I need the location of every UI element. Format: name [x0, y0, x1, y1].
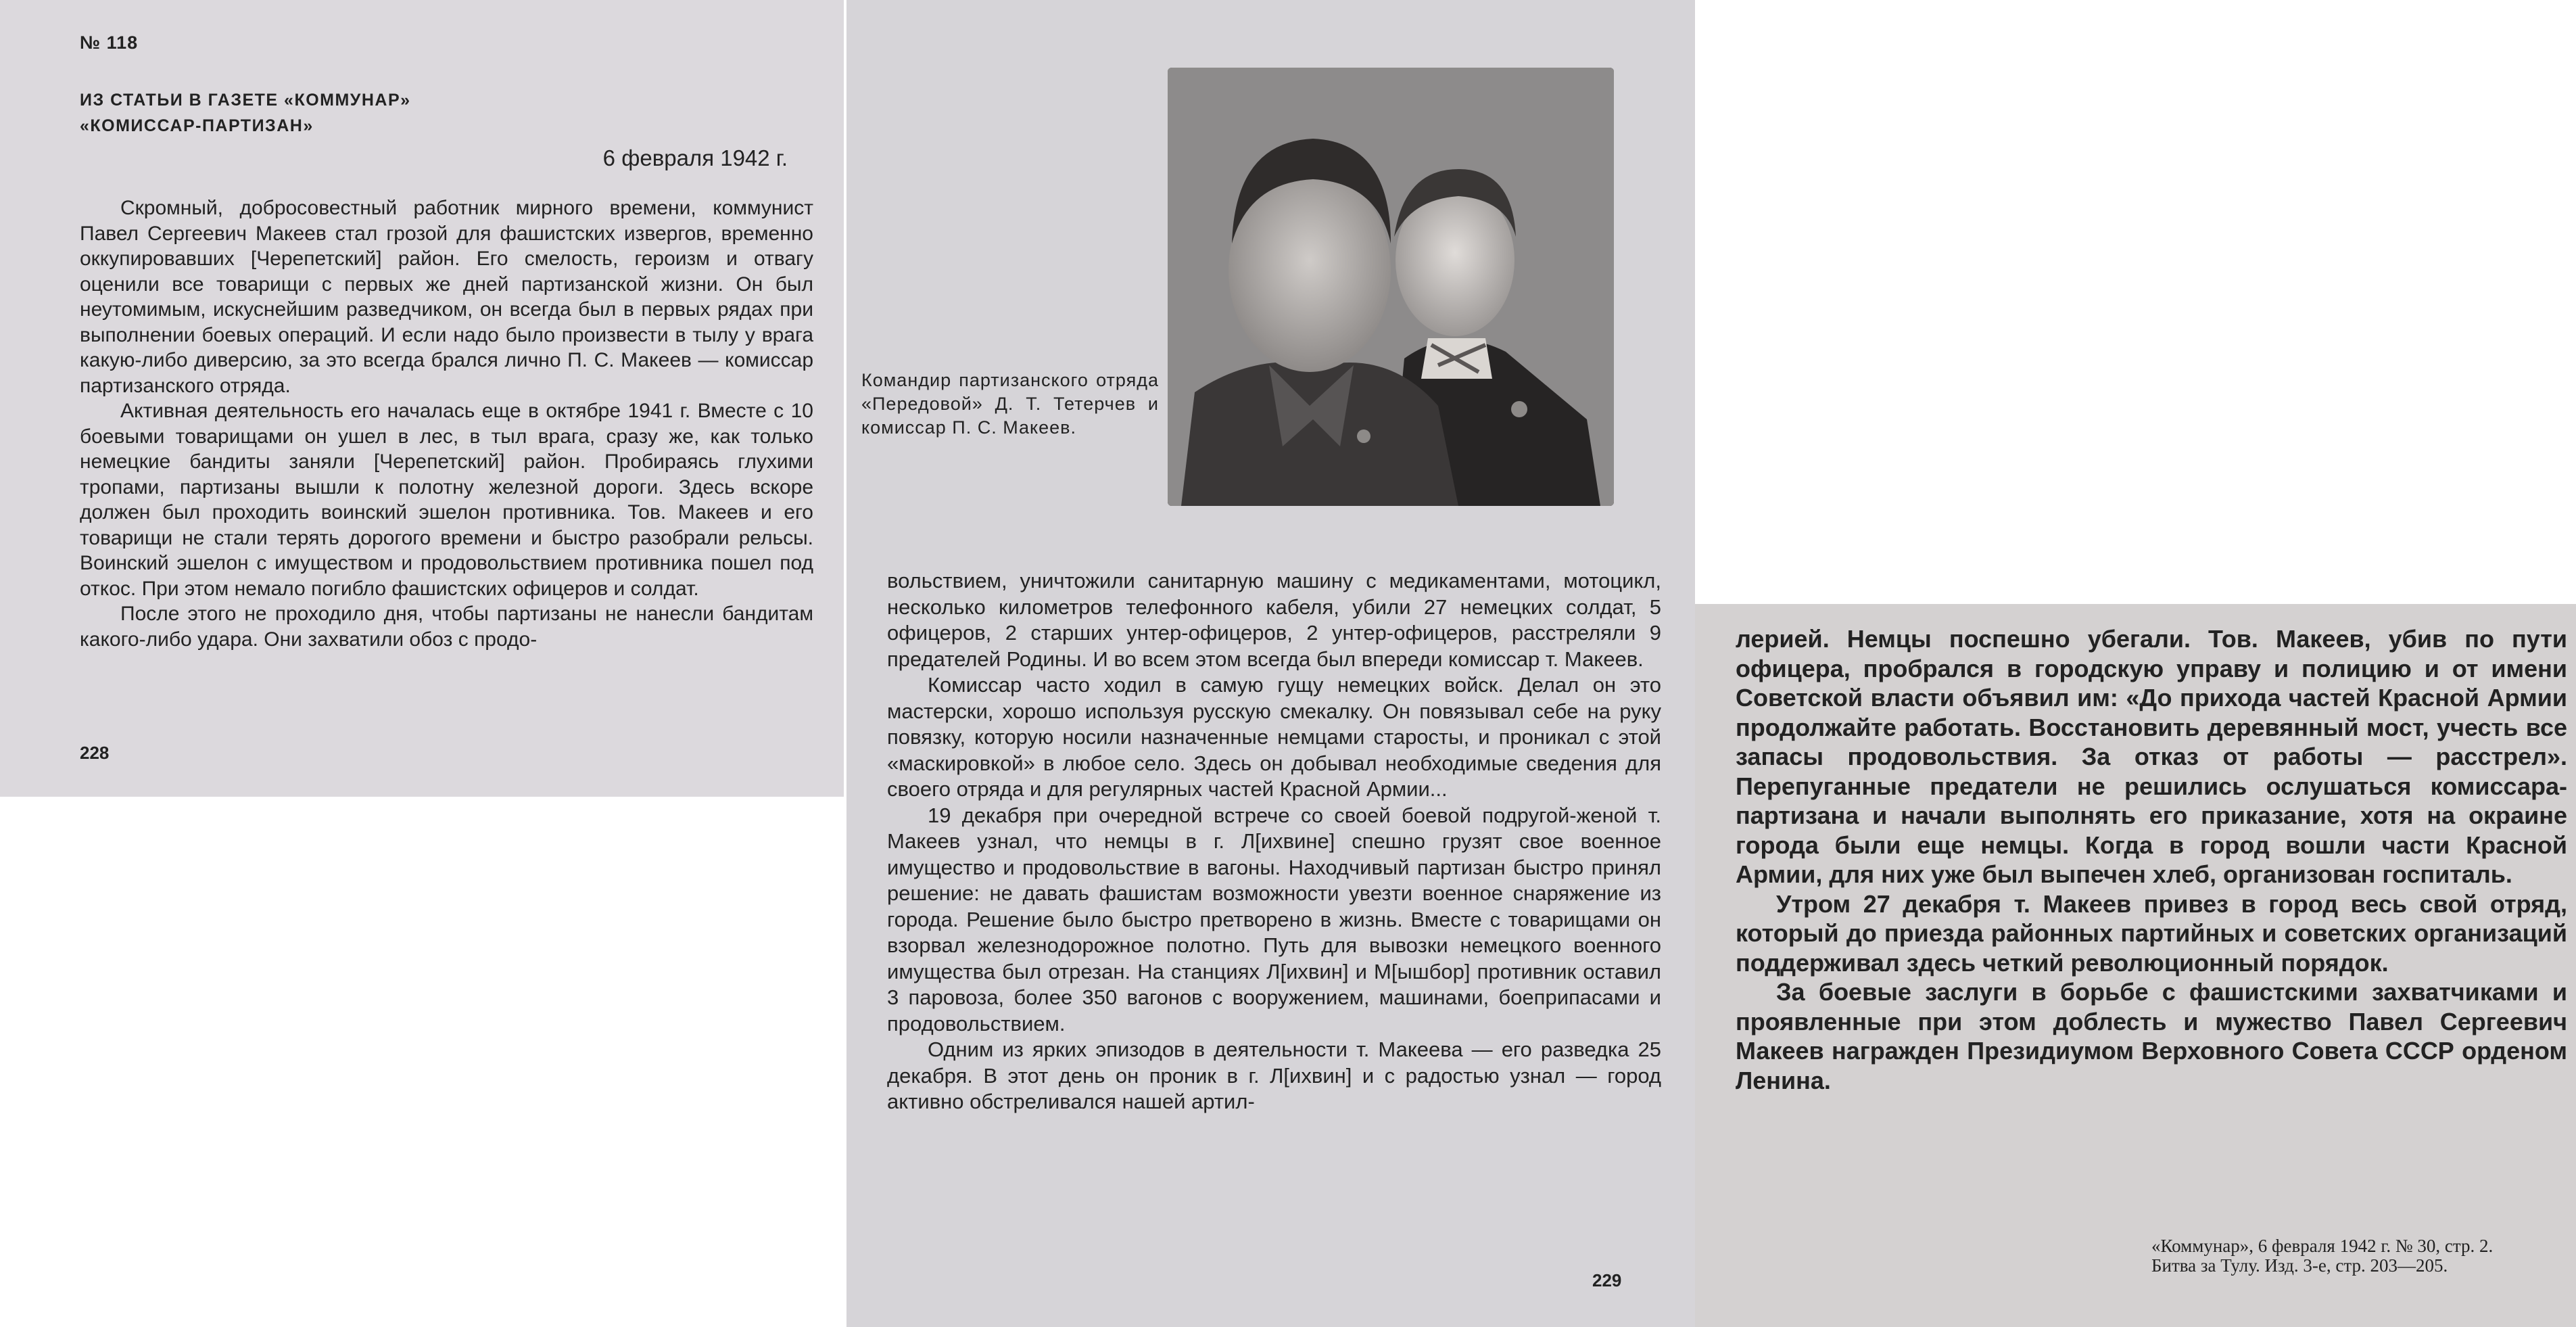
document-number: № 118: [80, 32, 139, 53]
source-heading: ИЗ СТАТЬИ В ГАЗЕТЕ «КОММУНАР»: [80, 91, 411, 110]
paragraph: За боевые заслуги в борьбе с фашистскими захватчиками и проявленные при этом доблесть и мужество Павел Сергеевич Макеев награжден Президиумом Верховного Совета СССР орденом Ленина.: [1736, 978, 2567, 1094]
page-229: [846, 0, 1695, 1327]
paragraph: После этого не проходило дня, чтобы партизаны не нанесли бандитам какого-либо удара. Они захватили обоз с продо-: [80, 603, 813, 651]
page-number: 229: [1592, 1270, 1622, 1290]
portrait-illustration: [1168, 68, 1614, 506]
paragraph: 19 декабря при очередной встрече со своей боевой подругой-женой т. Макеев узнал, что немцы в г. Л[ихвине] спешно грузят свое военное имущество и продовольствие в вагоны. Находчивый партизан быстро принял решение: не давать фашистам возможности увезти военное снаряжение из города. Решение было быстро претворено в жизнь. Вместе с товарищами он взорвал железнодорожное полотно. Путь для вывозки немецкого военного имущества был отрезан. На станциях Л[ихвин] и М[ышбор] противник оставил 3 паровоза, более 350 вагонов с вооружением, машинами, боеприпасами и продовольствием.: [887, 803, 1661, 1035]
portrait-photo: [1168, 68, 1614, 506]
page-230: [1695, 604, 2576, 1327]
footnote-line: Битва за Тулу. Изд. 3-е, стр. 203—205.: [2151, 1255, 2448, 1276]
page-body: [887, 568, 1661, 1115]
footnote-line: «Коммунар», 6 февраля 1942 г. № 30, стр. 2.: [2151, 1236, 2494, 1256]
article-title: «КОМИССАР-ПАРТИЗАН»: [80, 116, 314, 135]
page-228: [0, 0, 844, 797]
paragraph: Комиссар часто ходил в самую гущу немецких войск. Делал он это мастерски, хорошо используя русскую смекалку. Он повязывал себе на руку повязку, которую носили назначенные немцами старосты, и проникал с этой «маскировкой» в любое село. Здесь он добывал необходимые сведения для своего отряда и для регулярных частей Красной Армии...: [887, 673, 1661, 801]
source-footnote: [2151, 1236, 2550, 1276]
page-number: 228: [80, 743, 110, 763]
paragraph: лерией. Немцы поспешно убегали. Тов. Макеев, убив по пути офицера, пробрался в городскую управу и полицию и от имени Советской власти объявил им: «До прихода частей Красной Армии продолжайте работать. Восстановить деревянный мост, учесть все запасы продовольствия. За отказ от работы — расстрел». Перепуганные предатели не решились ослушаться комиссара-партизана и начали выполнять его приказание, хотя на окраине города были еще немцы. Когда в город вошли части Красной Армии, для них уже был выпечен хлеб, организован госпиталь.: [1736, 625, 2567, 888]
article-date: 6 февраля 1942 г.: [602, 145, 788, 170]
photo-caption: Командир партизанского отряда «Передовой» Д. Т. Тетерчев и комиссар П. С. Макеев.: [861, 370, 1159, 438]
paragraph: вольствием, уничтожили санитарную машину с медикаментами, мотоцикл, несколько километров телефонного кабеля, убили 27 немецких солдат, 5 офицеров, 2 старших унтер-офицеров, 2 унтер-офицеров, расстреляли 9 предателей Родины. И во всем этом всегда был впереди комиссар т. Макеев.: [887, 569, 1661, 671]
paragraph: Скромный, добросовестный работник мирного времени, коммунист Павел Сергеевич Макеев стал грозой для фашистских извергов, временно оккупировавших [Черепетский] район. Его смелость, героизм и отвагу оценили все товарищи с первых же дней партизанской жизни. Он был неутомимым, искуснейшим разведчиком, он всегда был в первых рядах при выполнении боевых операций. И если надо было произвести в тылу у врага какую-либо диверсию, за это всегда брался лично П. С. Макеев — комиссар партизанского отряда.: [80, 197, 813, 397]
paragraph: Одним из ярких эпизодов в деятельности т. Макеева — его разведка 25 декабря. В этот день он проник в г. Л[ихвин] и с радостью узнал — город активно обстреливался нашей артил-: [887, 1038, 1661, 1113]
paragraph: Активная деятельность его началась еще в октябре 1941 г. Вместе с 10 боевыми товарищами он ушел в лес, в тыл врага, сразу же, как только немецкие бандиты заняли [Черепетский] район. Пробираясь глухими тропами, партизаны вышли к полотну железной дороги. Здесь вскоре должен был проходить воинский эшелон противника. Тов. Макеев и его товарищи не стали терять дорогого времени и быстро разобрали рельсы. Воинский эшелон с имуществом и продовольствием противника пошел под откос. При этом немало погибло фашистских офицеров и солдат.: [80, 400, 813, 600]
paragraph: Утром 27 декабря т. Макеев привез в город весь свой отряд, который до приезда районных партийных и советских организаций поддерживал здесь четкий революционный порядок.: [1736, 889, 2567, 977]
